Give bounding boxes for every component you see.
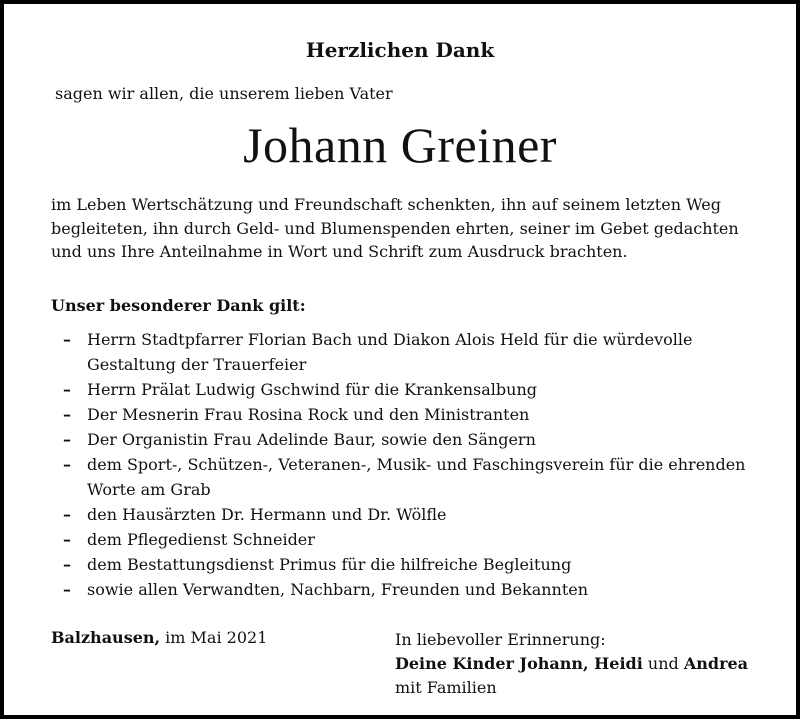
dash-bullet: – [63, 405, 71, 424]
and-text: und [642, 654, 684, 673]
list-item [63, 327, 763, 377]
thanks-title: Unser besonderer Dank gilt: [51, 296, 306, 315]
dash-bullet: – [63, 380, 71, 399]
list-item [63, 402, 763, 427]
list-item [63, 452, 763, 502]
list-item-text: Herrn Prälat Ludwig Gschwind für die Krankensalbung [87, 380, 537, 399]
list-item-text: sowie allen Verwandten, Nachbarn, Freunden und Bekannten [87, 580, 589, 599]
list-item [63, 377, 763, 402]
list-item-text: dem Sport-, Schützen-, Veteranen-, Musik- und Faschingsverein für die ehrenden Worte am Grab [87, 455, 746, 499]
list-item-text: den Hausärzten Dr. Hermann und Dr. Wölfle [87, 505, 447, 524]
children-line [395, 652, 748, 676]
body-paragraph: im Leben Wertschätzung und Freundschaft schenkten, ihn auf seinem letzten Weg begleiteten, ihn durch Geld- und Blumenspenden ehrten, seiner im Gebet gedachten und uns Ihre Anteilnahme in Wort und Schrift zum Ausdruck brachten. [51, 195, 739, 261]
list-item [63, 552, 763, 577]
last-child-name: Andrea [683, 654, 749, 673]
list-item [63, 427, 763, 452]
date-text: im Mai 2021 [160, 628, 268, 647]
families-line: mit Familien [395, 678, 497, 697]
intro-text: sagen wir allen, die unserem lieben Vater [55, 84, 393, 103]
heading: Herzlichen Dank [305, 38, 495, 62]
place-date [51, 628, 267, 647]
list-item [63, 502, 763, 527]
dash-bullet: – [63, 330, 71, 349]
list-item-text: Herrn Stadtpfarrer Florian Bach und Diakon Alois Held für die würdevolle Gestaltung der Trauerfeier [87, 330, 693, 374]
memory-line: In liebevoller Erinnerung: [395, 630, 606, 649]
thanks-list [63, 327, 763, 602]
dash-bullet: – [63, 580, 71, 599]
place-name: Balzhausen, [51, 628, 161, 647]
list-item [63, 577, 763, 602]
list-item [63, 527, 763, 552]
deceased-name: Johann Greiner [243, 117, 557, 173]
dash-bullet: – [63, 455, 71, 474]
dash-bullet: – [63, 430, 71, 449]
list-item-text: dem Pflegedienst Schneider [87, 530, 315, 549]
list-item-text: Der Organistin Frau Adelinde Baur, sowie den Sängern [87, 430, 536, 449]
list-item-text: Der Mesnerin Frau Rosina Rock und den Ministranten [87, 405, 530, 424]
dash-bullet: – [63, 505, 71, 524]
dash-bullet: – [63, 555, 71, 574]
signature-block [395, 628, 748, 700]
list-item-text: dem Bestattungsdienst Primus für die hilfreiche Begleitung [87, 555, 572, 574]
dash-bullet: – [63, 530, 71, 549]
children-names: Deine Kinder Johann, Heidi [395, 654, 643, 673]
